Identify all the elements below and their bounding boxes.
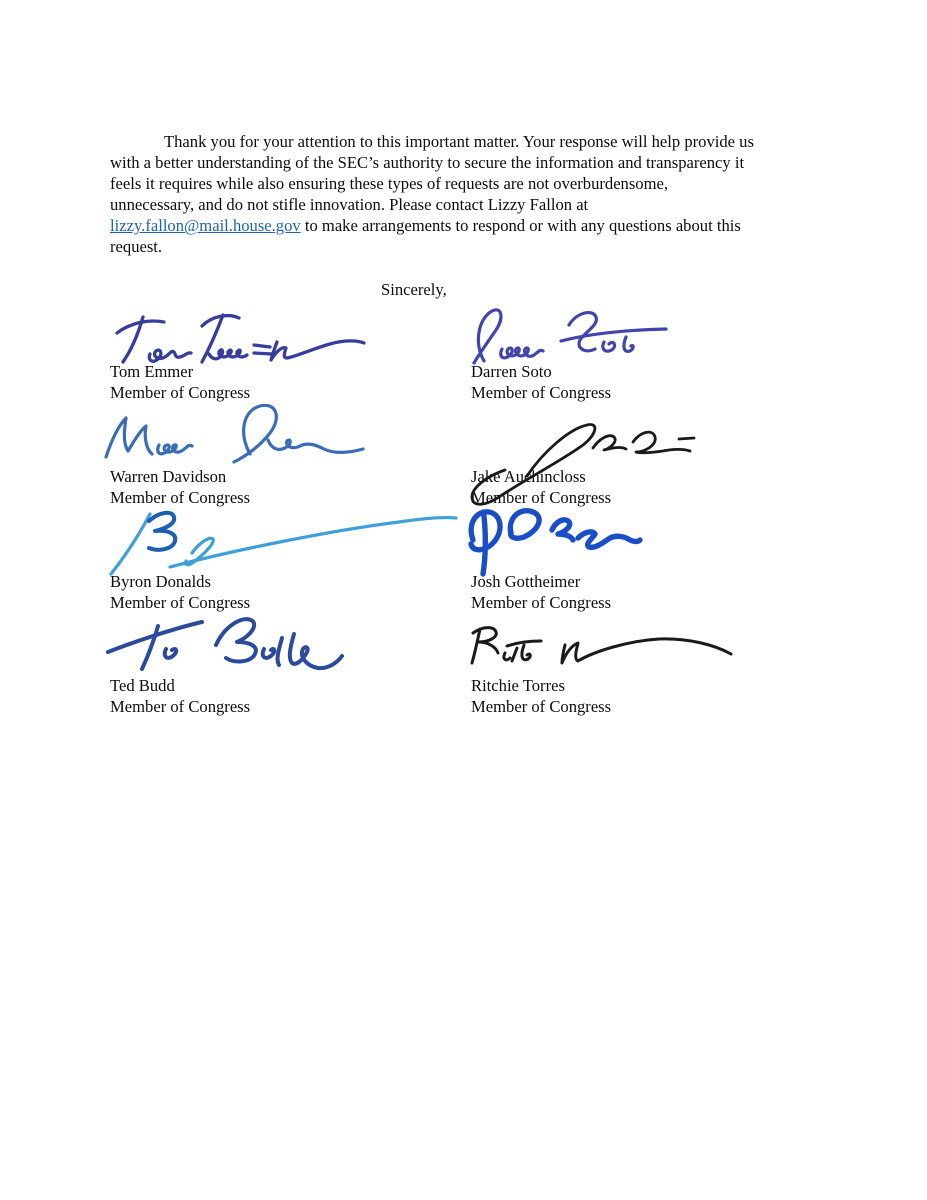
- warren-davidson-signature-image: [101, 404, 371, 474]
- signer-title: Member of Congress: [471, 593, 612, 612]
- signature-block-tom-emmer: [110, 361, 250, 403]
- letter-paragraph: [110, 131, 826, 257]
- paragraph-line-rest: to make arrangements to respond or with any questions about this: [300, 216, 741, 235]
- signature-block-byron-donalds: [110, 571, 250, 613]
- paragraph-line: unnecessary, and do not stifle innovation. Please contact Lizzy Fallon at: [110, 195, 589, 214]
- signature-block-warren-davidson: [110, 466, 250, 508]
- paragraph-line-with-link: [110, 215, 826, 236]
- signer-name: Jake Auchincloss: [471, 467, 586, 486]
- paragraph-line: request.: [110, 237, 163, 256]
- signer-name: Darren Soto: [471, 362, 552, 381]
- signer-title: Member of Congress: [110, 593, 251, 612]
- signer-name: Byron Donalds: [110, 572, 211, 591]
- josh-gottheimer-signature-image: [458, 504, 643, 578]
- signature-block-jake-auchincloss: [471, 466, 611, 508]
- signer-name: Warren Davidson: [110, 467, 227, 486]
- closing-sincerely: Sincerely,: [381, 280, 447, 299]
- darren-soto-signature-image: [466, 307, 671, 367]
- ritchie-torres-signature-image: [461, 618, 739, 676]
- signer-name: Josh Gottheimer: [471, 572, 581, 591]
- signer-name: Ritchie Torres: [471, 676, 565, 695]
- signer-title: Member of Congress: [471, 383, 612, 402]
- byron-donalds-signature-image: [104, 506, 462, 580]
- signer-title: Member of Congress: [110, 488, 251, 507]
- signature-block-josh-gottheimer: [471, 571, 611, 613]
- tom-emmer-signature-image: [112, 311, 368, 365]
- signature-block-darren-soto: [471, 361, 611, 403]
- signer-title: Member of Congress: [471, 488, 612, 507]
- paragraph-line: Thank you for your attention to this important matter. Your response will help provide us: [164, 132, 754, 151]
- signer-name: Ted Budd: [110, 676, 175, 695]
- ted-budd-signature-image: [104, 610, 349, 682]
- signer-name: Tom Emmer: [110, 362, 194, 381]
- signer-title: Member of Congress: [110, 383, 251, 402]
- email-link[interactable]: lizzy.fallon@mail.house.gov: [110, 216, 301, 235]
- signer-title: Member of Congress: [110, 697, 251, 716]
- paragraph-line: feels it requires while also ensuring these types of requests are not overburdensome,: [110, 174, 669, 193]
- paragraph-line: with a better understanding of the SEC’s authority to secure the information and transparency it: [110, 153, 745, 172]
- signature-block-ted-budd: [110, 675, 250, 717]
- signer-title: Member of Congress: [471, 697, 612, 716]
- signature-block-ritchie-torres: [471, 675, 611, 717]
